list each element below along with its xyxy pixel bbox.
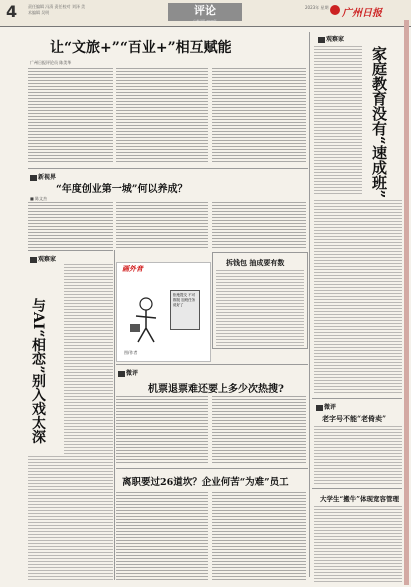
main-body-col2 — [116, 68, 208, 164]
main-headline: 让“文旅+”“百业+”相互赋能 — [50, 40, 232, 56]
page-header — [0, 0, 411, 26]
section-divider — [28, 168, 308, 169]
column-divider-left — [114, 250, 115, 580]
cartoon-tag: 画外音 — [122, 265, 143, 273]
article2-tag: 新视界 — [30, 172, 56, 181]
article3-body-b — [28, 456, 113, 582]
section-subtitle: 广州日报 2023年 — [193, 19, 217, 23]
editor-info: 责任编辑 冯清 责任校对 刘泽 美术编辑 吴明 — [28, 4, 86, 15]
newspaper-logo: 广州日报 — [342, 8, 382, 19]
article6-headline: 离职要过26道坎？企业何苦“为难”员工 — [122, 477, 289, 488]
article3-tag: 观察家 — [30, 254, 56, 263]
article2-body-col3 — [212, 202, 306, 248]
article5-body-col2 — [212, 396, 306, 464]
article2-body-col1 — [28, 202, 113, 248]
newspaper-logo-icon — [330, 5, 340, 15]
article2-headline: “年度创业第一城”何以养成？ — [56, 184, 188, 195]
article3-body-a — [64, 264, 113, 454]
article2-byline: ■ 陈文杰 — [30, 196, 48, 201]
cartoon-sign: 拒绝提交 不可推脱 加班任务 说好了 — [170, 290, 200, 330]
article5-divider — [116, 364, 308, 365]
side-strip — [404, 20, 409, 585]
article4-headline: 家庭教育没有“速成班” — [370, 46, 388, 199]
column-divider — [309, 32, 310, 577]
article5-body-col1 — [116, 396, 208, 464]
article8-divider — [312, 488, 402, 489]
article4-body-b — [314, 200, 402, 395]
issue-date: 2023年 星期 — [305, 5, 329, 10]
main-body-col3 — [212, 68, 306, 164]
article4-body-a — [314, 46, 362, 196]
article3-divider — [28, 250, 113, 251]
article8-body — [314, 506, 402, 582]
article7-tag: 微评 — [316, 402, 336, 411]
article6-body-col1 — [116, 492, 208, 582]
section-title: 评论 — [168, 3, 242, 21]
article8-headline: 大学生“搬牛”体现宽容管理 — [320, 495, 399, 503]
boxed-body — [216, 270, 304, 346]
article4-tag: 观察家 — [318, 34, 344, 43]
page-number: 4 — [6, 2, 18, 21]
article6-body-col2 — [212, 492, 306, 582]
article7-body — [314, 426, 402, 484]
main-byline: 广州日报评论员 陈美华 — [30, 60, 72, 65]
cartoon-figure-icon — [128, 296, 164, 346]
article7-divider — [312, 398, 402, 399]
article5-headline: 机票退票难还要上多少次热搜? — [148, 384, 284, 395]
article6-divider — [116, 468, 308, 469]
article7-headline: 老字号不能“老倚卖” — [322, 414, 387, 423]
main-body-col1 — [28, 68, 113, 164]
header-divider — [0, 26, 411, 27]
article5-tag: 微评 — [118, 368, 138, 377]
article3-headline: 与AI“相恋”别入戏太深 — [30, 298, 46, 444]
boxed-headline: 拆钱包 抽成要有数 — [226, 258, 285, 267]
article2-body-col2 — [116, 202, 208, 248]
cartoon-caption: 图/作者 — [124, 350, 138, 355]
